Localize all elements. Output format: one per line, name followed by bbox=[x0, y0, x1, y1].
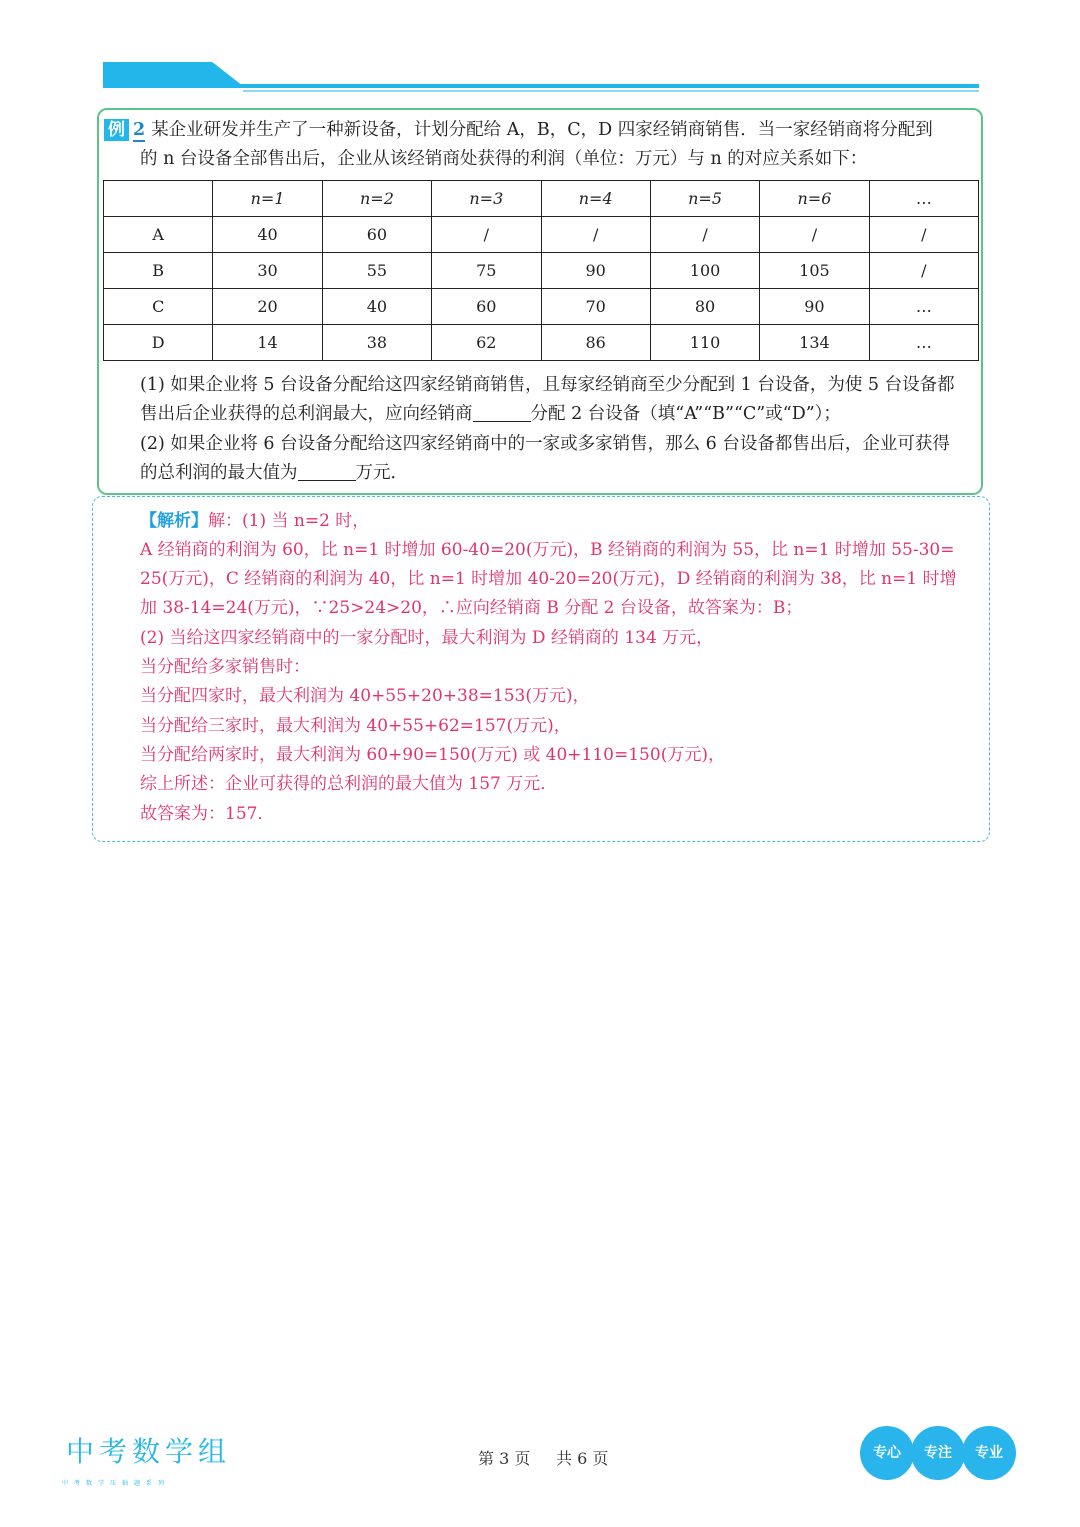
header-rule-light bbox=[243, 90, 979, 92]
table-row bbox=[104, 217, 979, 253]
table-cell: n=1 bbox=[213, 181, 322, 217]
table-cell: 70 bbox=[541, 289, 650, 325]
table-cell: n=4 bbox=[541, 181, 650, 217]
table-row bbox=[104, 289, 979, 325]
table-cell: C bbox=[104, 289, 213, 325]
table-cell: … bbox=[869, 325, 978, 361]
question-2-text-a: 的总利润的最大值为 bbox=[140, 463, 298, 483]
solution-line: 当分配四家时，最大利润为 40+55+20+38=153(万元)， bbox=[140, 686, 590, 706]
solution-line: 当分配给多家销售时： bbox=[140, 657, 310, 677]
table-cell: 60 bbox=[322, 217, 431, 253]
table-cell: 75 bbox=[432, 253, 541, 289]
table-cell: / bbox=[432, 217, 541, 253]
table-cell: / bbox=[869, 217, 978, 253]
question-1-text-b: 分配 2 台设备（填“A”“B”“C”或“D”）； bbox=[530, 404, 841, 424]
table-cell: 20 bbox=[213, 289, 322, 325]
table-cell: B bbox=[104, 253, 213, 289]
question-2-line-1: (2) 如果企业将 6 台设备分配给这四家经销商中的一家或多家销售，那么 6 台设备都售出后，企业可获得 bbox=[140, 434, 950, 454]
table-cell: 100 bbox=[650, 253, 759, 289]
answer-blank-2 bbox=[298, 462, 356, 481]
table-cell: 40 bbox=[213, 217, 322, 253]
motto-circle: 专业 bbox=[962, 1426, 1016, 1480]
table-header-row bbox=[104, 181, 979, 217]
table-cell: / bbox=[869, 253, 978, 289]
table-cell: 55 bbox=[322, 253, 431, 289]
table-cell: / bbox=[650, 217, 759, 253]
table-cell: 80 bbox=[650, 289, 759, 325]
table-cell: … bbox=[869, 181, 978, 217]
question-2-line-2 bbox=[140, 459, 408, 488]
logo-char: 考 bbox=[98, 1435, 127, 1468]
logo-char: 中 bbox=[65, 1435, 94, 1468]
table-row bbox=[104, 253, 979, 289]
header-rule bbox=[103, 84, 979, 88]
solution-line: A 经销商的利润为 60，比 n=1 时增加 60-40=20(万元)，B 经销商的利润为 55，比 n=1 时增加 55-30= bbox=[140, 540, 955, 560]
solution-line: (2) 当给这四家经销商中的一家分配时，最大利润为 D 经销商的 134 万元， bbox=[140, 628, 714, 648]
table-cell: 14 bbox=[213, 325, 322, 361]
table-cell: n=2 bbox=[322, 181, 431, 217]
table-cell: n=6 bbox=[760, 181, 869, 217]
table-cell: 86 bbox=[541, 325, 650, 361]
solution-line bbox=[140, 507, 369, 536]
problem-line-1 bbox=[104, 116, 933, 145]
header-tab bbox=[103, 62, 243, 86]
table-cell: 30 bbox=[213, 253, 322, 289]
table-cell: 134 bbox=[760, 325, 869, 361]
table-cell: 60 bbox=[432, 289, 541, 325]
question-1-line-2 bbox=[140, 400, 841, 429]
question-2-text-b: 万元． bbox=[355, 463, 408, 483]
example-badge: 例 bbox=[104, 119, 129, 141]
motto-circle: 专注 bbox=[911, 1426, 965, 1480]
solution-line: 25(万元)，C 经销商的利润为 40，比 n=1 时增加 40-20=20(万元)，D 经销商的利润为 38，比 n=1 时增 bbox=[140, 569, 957, 589]
motto-circle: 专心 bbox=[860, 1426, 914, 1480]
problem-text-1: 某企业研发并生产了一种新设备，计划分配给 A，B，C，D 四家经销商销售．当一家经销商将分配到 bbox=[151, 120, 933, 140]
table-cell: n=5 bbox=[650, 181, 759, 217]
solution-line: 综上所述：企业可获得的总利润的最大值为 157 万元． bbox=[140, 774, 558, 794]
logo-char: 学 bbox=[164, 1435, 193, 1468]
solution-line: 当分配给两家时，最大利润为 60+90=150(万元) 或 40+110=150(万元)， bbox=[140, 745, 725, 765]
logo-char: 组 bbox=[197, 1435, 226, 1468]
table-cell: n=3 bbox=[432, 181, 541, 217]
table-cell: / bbox=[760, 217, 869, 253]
answer-blank-1 bbox=[473, 403, 531, 422]
table-cell: 90 bbox=[541, 253, 650, 289]
table-cell: D bbox=[104, 325, 213, 361]
question-1-text-a: 售出后企业获得的总利润最大，应向经销商 bbox=[140, 404, 473, 424]
solution-line: 故答案为：157． bbox=[140, 804, 275, 824]
table-cell: 40 bbox=[322, 289, 431, 325]
table-cell: A bbox=[104, 217, 213, 253]
table-cell: 110 bbox=[650, 325, 759, 361]
table-cell: 38 bbox=[322, 325, 431, 361]
question-1-line-1: (1) 如果企业将 5 台设备分配给这四家经销商销售，且每家经销商至少分配到 1 台设备，为使 5 台设备都 bbox=[140, 375, 955, 395]
solution-text: 解：(1) 当 n=2 时， bbox=[208, 511, 370, 531]
footer-logo bbox=[62, 1430, 230, 1480]
table-cell: / bbox=[541, 217, 650, 253]
logo-char: 数 bbox=[131, 1435, 160, 1468]
profit-table bbox=[103, 180, 979, 361]
page-number: 第 3 页 bbox=[478, 1449, 531, 1468]
solution-line: 当分配给三家时，最大利润为 40+55+62=157(万元)， bbox=[140, 716, 571, 736]
logo-subtitle: 中考数学压轴题系列 bbox=[62, 1480, 171, 1487]
solution-label: 【解析】 bbox=[140, 511, 208, 531]
table-cell bbox=[104, 181, 213, 217]
table-cell: 90 bbox=[760, 289, 869, 325]
table-cell: 105 bbox=[760, 253, 869, 289]
example-number: 2 bbox=[133, 120, 146, 140]
solution-line: 加 38-14=24(万元)，∵25>24>20，∴应向经销商 B 分配 2 台设备，故答案为：B； bbox=[140, 598, 803, 618]
table-cell: 62 bbox=[432, 325, 541, 361]
table-row bbox=[104, 325, 979, 361]
table-cell: … bbox=[869, 289, 978, 325]
page-total: 共 6 页 bbox=[556, 1449, 609, 1468]
problem-line-2: 的 n 台设备全部售出后，企业从该经销商处获得的利润（单位：万元）与 n 的对应关系如下： bbox=[140, 149, 868, 169]
